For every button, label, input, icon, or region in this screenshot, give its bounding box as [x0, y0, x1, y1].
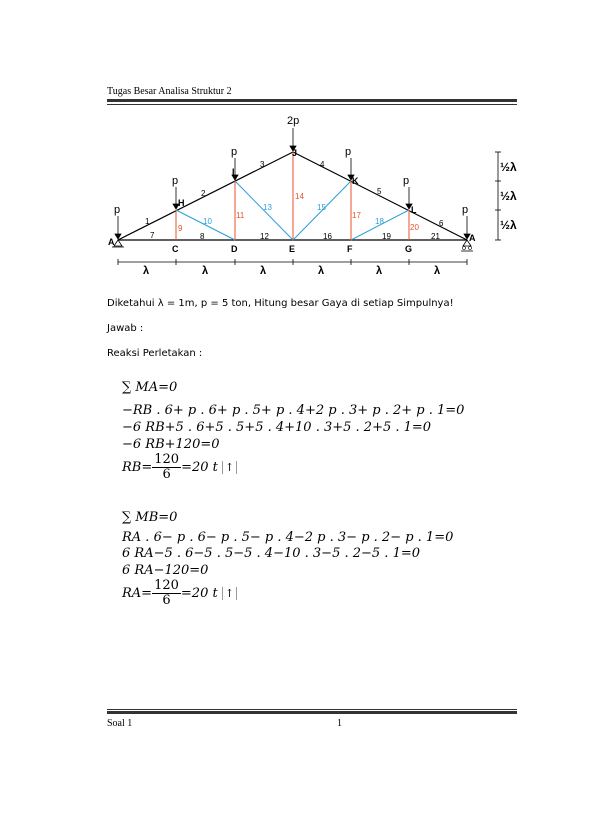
member-number: 9 [178, 224, 183, 233]
span-dimension [118, 259, 467, 265]
arrow-up-icon: ↑ [222, 587, 237, 600]
member-number: 1 [145, 217, 150, 226]
load-label: p [114, 204, 121, 216]
arrow-up-icon: ↑ [222, 461, 237, 474]
eq-a-lhs: RB= [122, 460, 153, 475]
load-label: p [231, 146, 238, 158]
eq-a-num: 120 [154, 452, 180, 467]
node-label: K [352, 176, 359, 186]
header-rule-thick [107, 99, 517, 102]
member-number: 5 [377, 187, 382, 196]
member-number: 8 [200, 232, 205, 241]
member-number: 16 [323, 232, 332, 241]
eq-b-line3: 6 RA−5 . 6−5 . 5−5 . 4−10 . 3−5 . 2−5 . 1=0 [122, 546, 421, 561]
eq-b-den: 6 [162, 593, 171, 608]
node-label: A [469, 233, 476, 243]
eq-a-line1: ∑ MA=0 [122, 380, 178, 395]
member-number: 7 [150, 231, 155, 240]
load-label: p [462, 204, 469, 216]
eq-b-line2: RA . 6− p . 6− p . 5− p . 4−2 p . 3− p . 2− p . 1=0 [122, 530, 454, 545]
eq-b-lhs: RA= [122, 586, 153, 601]
member-number: 21 [431, 232, 440, 241]
member-number: 13 [263, 203, 272, 212]
page-number: 1 [337, 718, 342, 729]
member-number: 18 [375, 217, 384, 226]
span-label: λ [260, 265, 267, 277]
span-label: λ [434, 265, 441, 277]
eq-b-line4: 6 RA−120=0 [122, 563, 209, 578]
support-left-icon [114, 240, 122, 246]
member-number: 6 [439, 219, 444, 228]
span-label: λ [376, 265, 383, 277]
node-label: G [405, 244, 413, 254]
eq-b-rhs: =20 t [180, 586, 218, 601]
member-number: 20 [410, 223, 419, 232]
eq-a-rhs: =20 t [181, 460, 218, 475]
eq-a-line3: −6 RB+5 . 6+5 . 5+5 . 4+10 . 3+5 . 2+5 . 1=0 [122, 420, 432, 435]
node-label: F [347, 244, 353, 254]
reactions-label: Reaksi Perletakan : [107, 348, 203, 359]
header-title: Tugas Besar Analisa Struktur 2 [107, 86, 232, 97]
node-label: J [292, 148, 298, 158]
height-label: ½λ [500, 218, 517, 232]
node-label: E [289, 244, 296, 254]
red-members [176, 152, 409, 240]
header-rule-thin [107, 104, 517, 105]
member-number: 12 [260, 232, 269, 241]
eq-b-num: 120 [154, 578, 179, 593]
member-number: 15 [317, 203, 326, 212]
eq-b-line1: ∑ MB=0 [122, 510, 178, 525]
member-number: 11 [236, 211, 245, 220]
eq-b-fraction [152, 579, 181, 608]
load-labels [114, 115, 468, 216]
member-number: 4 [320, 160, 325, 169]
load-label: p [345, 146, 352, 158]
eq-b-result [122, 579, 237, 608]
span-label: λ [143, 265, 150, 277]
node-label: H [178, 198, 185, 208]
eq-a-fraction [152, 453, 181, 482]
eq-a-den: 6 [162, 467, 171, 482]
node-label: L [411, 205, 417, 215]
footer-rule-thin [107, 709, 517, 710]
member-number: 10 [203, 217, 212, 226]
answer-label: Jawab : [107, 323, 144, 334]
eq-a-line2: −RB . 6+ p . 6+ p . 5+ p . 4+2 p . 3+ p . 2+ p . 1=0 [122, 403, 465, 418]
span-label: λ [202, 265, 209, 277]
span-labels [143, 265, 440, 277]
footer-label: Soal 1 [107, 718, 133, 729]
member-number: 2 [201, 189, 206, 198]
node-label: I [232, 167, 235, 177]
member-number: 14 [295, 192, 304, 201]
height-label: ½λ [500, 160, 517, 174]
node-label: C [172, 244, 179, 254]
truss-diagram [105, 112, 525, 282]
load-label: p [172, 175, 179, 187]
member-number: 17 [352, 211, 361, 220]
eq-a-line4: −6 RB+120=0 [122, 437, 220, 452]
member-numbers [145, 160, 444, 241]
member-number: 19 [382, 232, 391, 241]
node-label: A [108, 237, 115, 247]
footer-rule-thick [107, 711, 517, 714]
eq-a-result [122, 453, 237, 482]
node-label: D [231, 244, 238, 254]
load-label: p [403, 175, 410, 187]
height-labels [500, 160, 517, 232]
given-text: Diketahui λ = 1m, p = 5 ton, Hitung besar Gaya di setiap Simpulnya! [107, 298, 454, 309]
load-label-top: 2p [287, 115, 300, 127]
member-number: 3 [260, 160, 265, 169]
span-label: λ [318, 265, 325, 277]
height-label: ½λ [500, 189, 517, 203]
node-labels [108, 148, 476, 254]
